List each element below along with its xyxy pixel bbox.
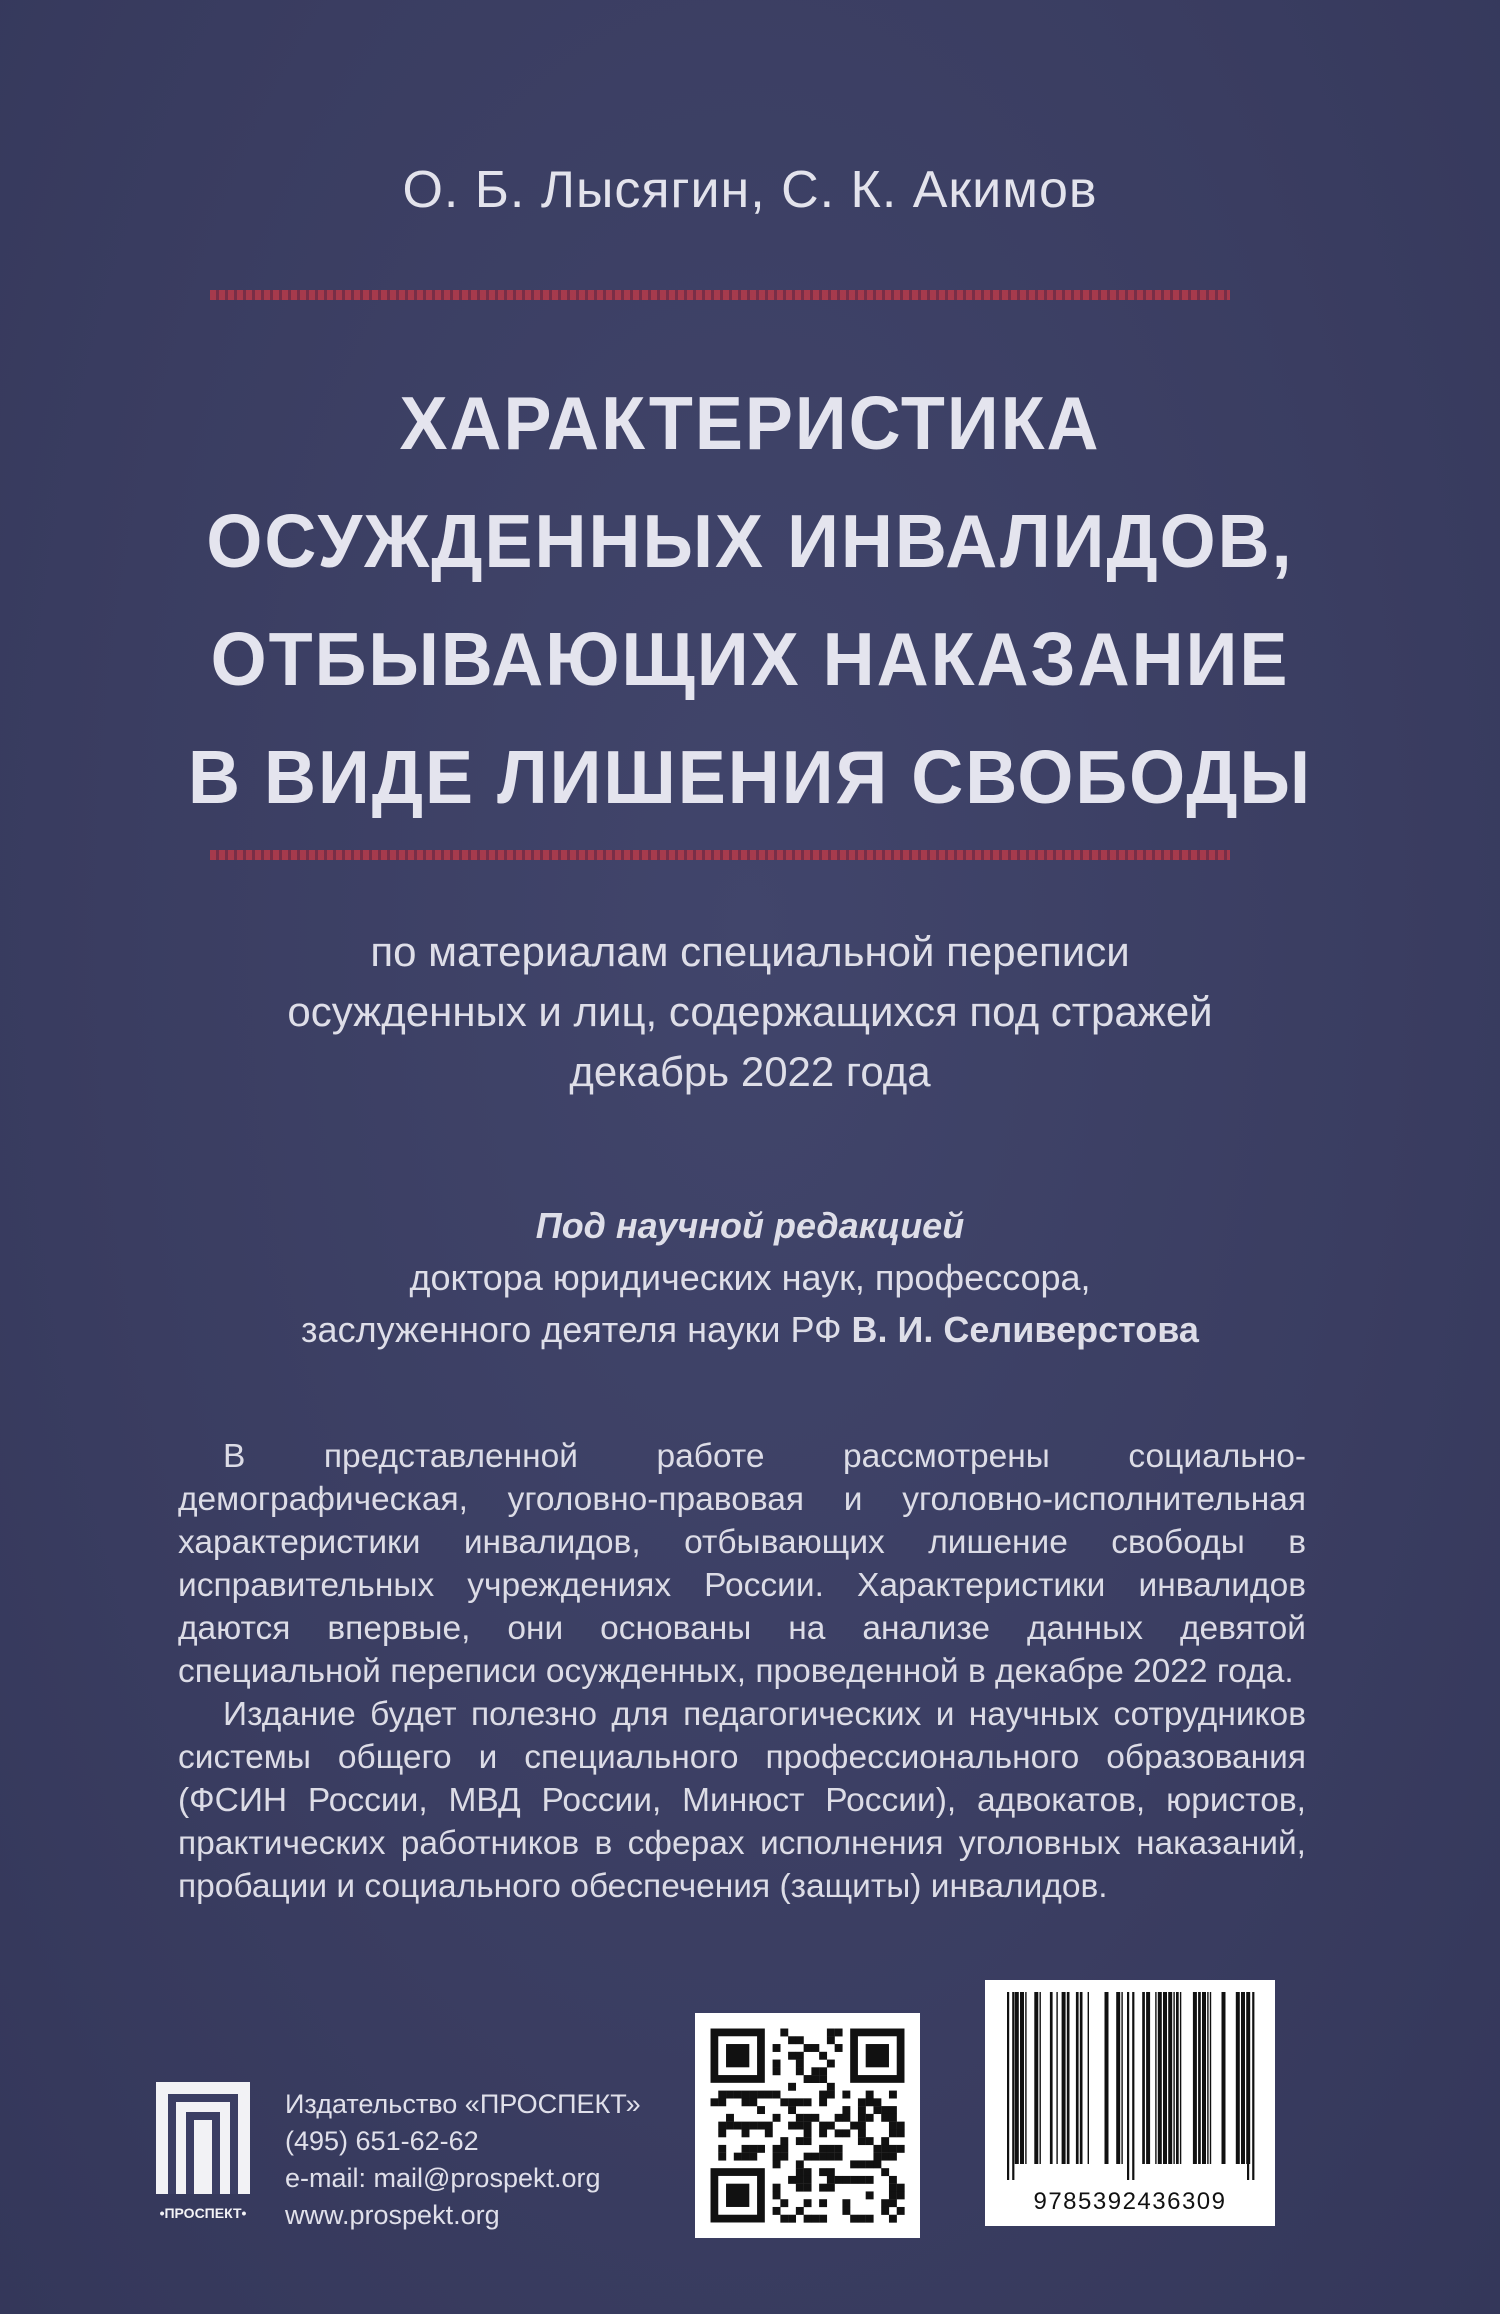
editor-name: В. И. Селиверстова [851,1309,1199,1350]
title-line: ОСУЖДЕННЫХ ИНВАЛИДОВ, [206,500,1294,584]
publisher-info [285,2086,641,2234]
title-line: В ВИДЕ ЛИШЕНИЯ СВОБОДЫ [188,736,1312,820]
barcode-icon [985,1980,1275,2226]
book-title [0,365,1500,837]
annotation-paragraph: Издание будет полезно для педагогических и научных сотрудников системы общего и специального профессионального образования (ФСИН России, МВД России, Минюст России), адвокатов, юристов, практических работников в сферах исполнения уголовных наказаний, пробации и социального обеспечения (защиты) инвалидов. [178,1696,1306,1905]
subtitle [0,922,1500,1102]
title-line: ОТБЫВАЮЩИХ НАКАЗАНИЕ [210,618,1290,702]
publisher-web: www.prospekt.org [285,2200,500,2230]
authors: О. Б. Лысягин, С. К. Акимов [402,161,1098,219]
publisher-email: e-mail: mail@prospekt.org [285,2163,601,2193]
editor-line-2-prefix: заслуженного деятеля науки РФ [301,1309,852,1350]
editor-line-1: доктора юридических наук, профессора, [409,1257,1091,1298]
decorative-rule-top [210,290,1230,300]
subtitle-line: по материалам специальной переписи [370,928,1130,975]
subtitle-line: осужденных и лиц, содержащихся под стражей [287,988,1213,1035]
subtitle-line: декабрь 2022 года [569,1048,931,1095]
annotation-paragraph: В представленной работе рассмотрены социально-демографическая, уголовно-правовая и уголовно-исполнительная характеристики инвалидов, отбывающих лишение свободы в исправительных учреждениях России. Характеристики инвалидов даются впервые, они основаны на анализе данных девятой специальной переписи осужденных, проведенной в декабре 2022 года. [178,1438,1306,1690]
qr-code-icon [695,2013,920,2238]
decorative-rule-bottom [210,850,1230,860]
isbn-number: 9785392436309 [1033,2188,1227,2215]
editor-line-2 [0,1304,1500,1356]
publisher-phone: (495) 651-62-62 [285,2126,479,2156]
barcode-bars [985,1980,1275,2180]
editor-lead: Под научной редакцией [535,1205,965,1246]
annotation [178,1435,1306,1908]
title-line: ХАРАКТЕРИСТИКА [399,382,1101,466]
publisher-name: Издательство «ПРОСПЕКТ» [285,2089,641,2119]
logo-text: •ПРОСПЕКТ• [159,2205,247,2221]
prospekt-logo-icon [138,2076,268,2226]
editor-block [0,1200,1500,1356]
